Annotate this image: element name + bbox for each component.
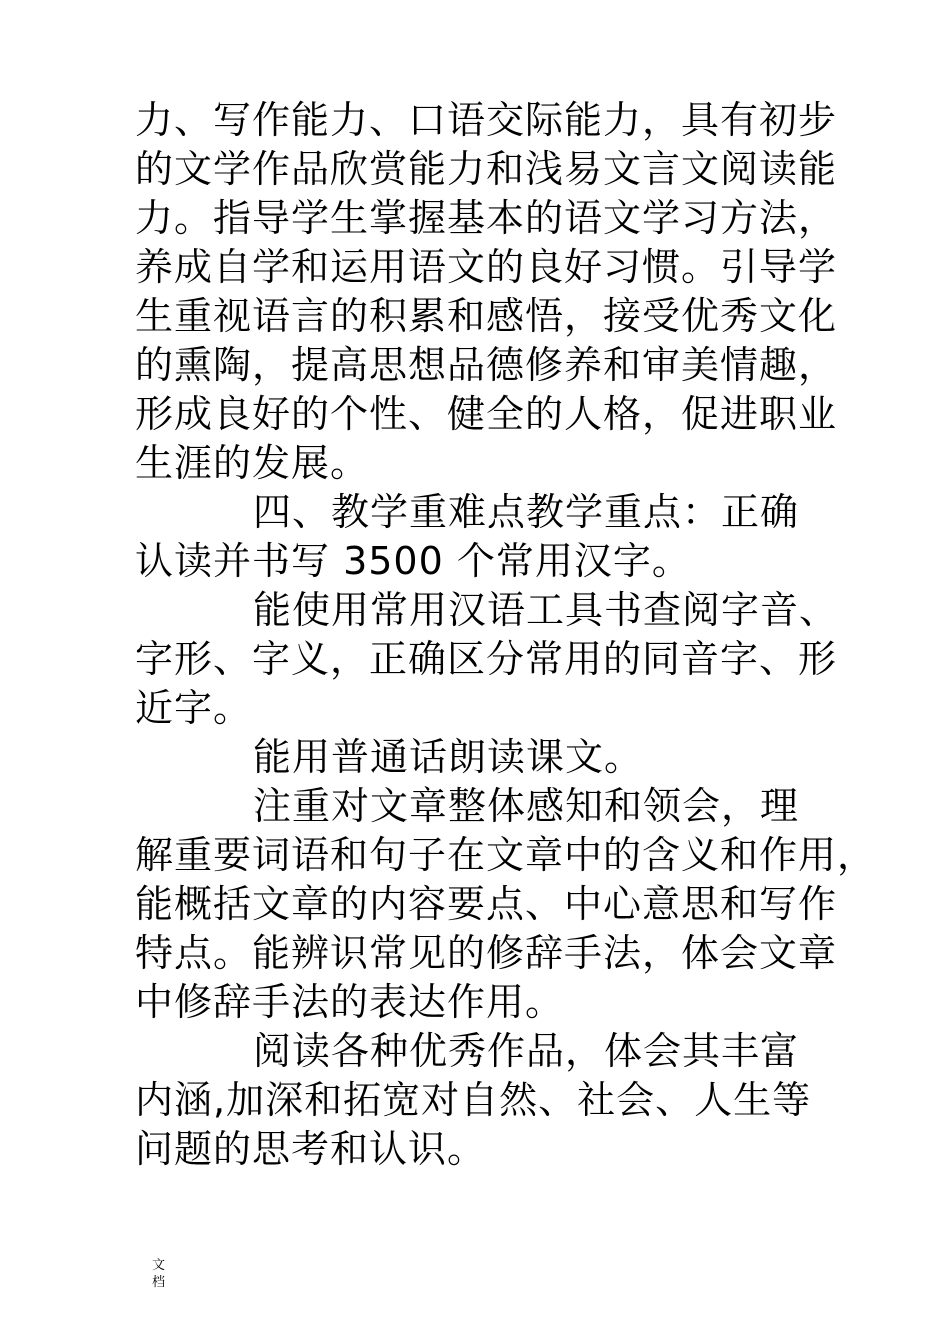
text-line: 力。指导学生掌握基本的语文学习方法， (135, 196, 838, 240)
text-line: 特点。能辨识常见的修辞手法，体会文章 (135, 931, 838, 975)
paragraph-reading-aloud (135, 733, 835, 782)
text-line: 四、教学重难点教学重点：正确 (253, 490, 800, 534)
text-line: 的熏陶，提高思想品德修养和审美情趣， (135, 343, 838, 387)
paragraph-key-points-heading (135, 488, 835, 586)
paragraph-dictionary-use (135, 586, 839, 733)
text-line: 能使用常用汉语工具书查阅字音、 (253, 588, 839, 632)
text-line: 解重要词语和句子在文章中的含义和作用， (135, 833, 877, 877)
paragraph-comprehension (135, 782, 877, 1027)
paragraph-reading-works (135, 1027, 835, 1174)
text-line: 问题的思考和认识。 (135, 1127, 487, 1171)
text-line: 生涯的发展。 (135, 441, 370, 485)
text-line: 能概括文章的内容要点、中心意思和写作 (135, 882, 838, 926)
footer-document-label: 文档 (152, 1258, 166, 1290)
text-line: 力、写作能力、口语交际能力，具有初步 (135, 98, 838, 142)
text-line: 养成自学和运用语文的良好习惯。引导学 (135, 245, 838, 289)
paragraph-goals (135, 96, 838, 488)
text-line: 阅读各种优秀作品，体会其丰富 (253, 1029, 800, 1073)
text-line: 近字。 (135, 686, 253, 730)
text-line: 生重视语言的积累和感悟，接受优秀文化 (135, 294, 838, 338)
text-line: 中修辞手法的表达作用。 (135, 980, 565, 1024)
text-line: 形成良好的个性、健全的人格，促进职业 (135, 392, 838, 436)
document-body (135, 96, 877, 1174)
text-line: 注重对文章整体感知和领会，理 (253, 784, 800, 828)
text-line: 的文学作品欣赏能力和浅易文言文阅读能 (135, 147, 838, 191)
text-line: 内涵,加深和拓宽对自然、社会、人生等 (135, 1078, 812, 1122)
text-line: 能用普通话朗读课文。 (253, 735, 644, 779)
text-line: 字形、字义，正确区分常用的同音字、形 (135, 637, 838, 681)
text-line: 认读并书写 3500 个常用汉字。 (135, 539, 691, 583)
